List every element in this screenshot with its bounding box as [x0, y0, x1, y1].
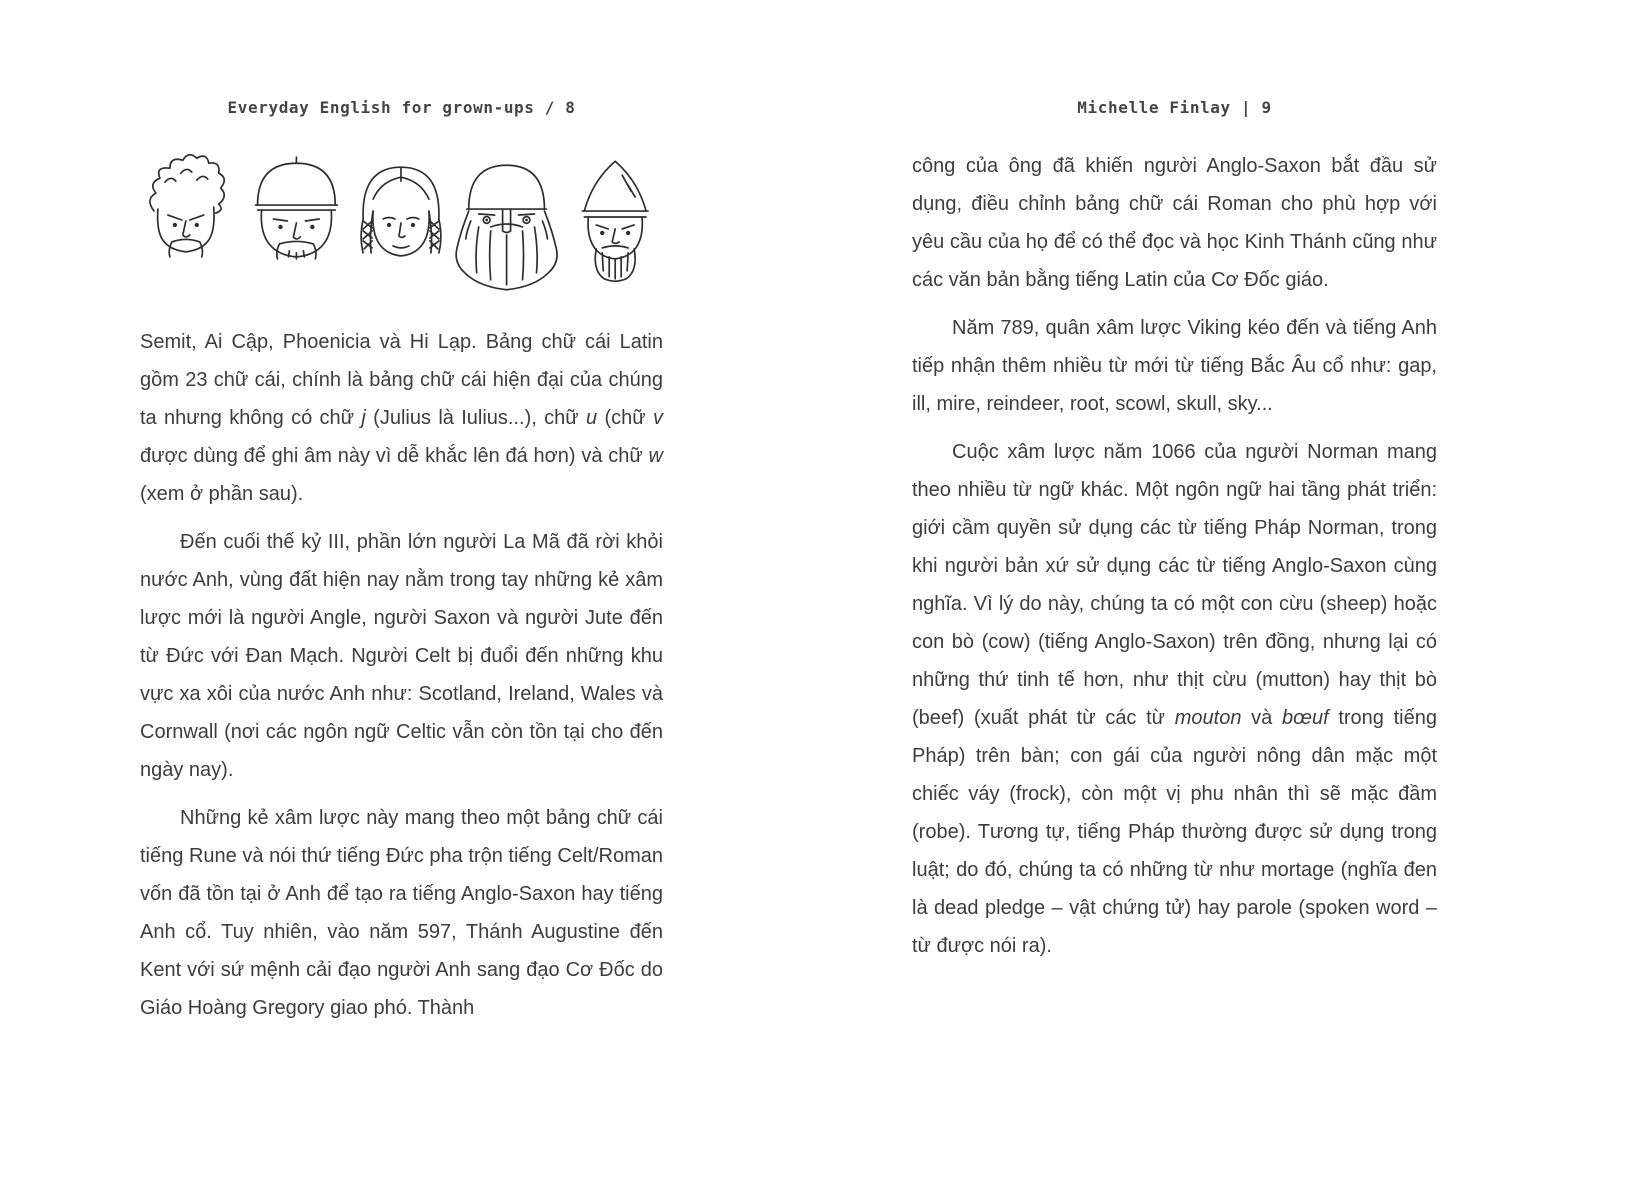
paragraph	[912, 433, 1437, 965]
text-run: được dùng để ghi âm này vì dễ khắc lên đá hơn) và chữ	[140, 445, 649, 467]
italic-text: u	[586, 407, 598, 429]
text-run: Năm 789, quân xâm lược Viking kéo đến và tiếng Anh tiếp nhận thêm nhiều từ mới từ tiếng Bắc Âu cổ như: gap, ill, mire, reindeer, root, scowl, skull, sky...	[912, 317, 1437, 415]
paragraph	[912, 309, 1437, 423]
text-run: trong tiếng Pháp) trên bàn; con gái của người nông dân mặc một chiếc váy (frock), còn một vị phu nhân thì sẽ mặc đầm (robe). Tương tự, tiếng Pháp thường được sử dụng trong luật; do đó, chúng ta có những từ như mortage (nghĩa đen là dead pledge – vật chứng tử) hay parole (spoken word – từ được nói ra).	[912, 707, 1437, 957]
italic-text: w	[648, 445, 663, 467]
face-woman-with-braids	[361, 167, 441, 256]
paragraph	[912, 147, 1437, 299]
right-page	[912, 98, 1437, 975]
text-run: (Julius là Iulius...), chữ	[365, 407, 586, 429]
paragraph	[140, 323, 663, 513]
text-run: Đến cuối thế kỷ III, phần lớn người La Mã đã rời khỏi nước Anh, vùng đất hiện nay nằm trong tay những kẻ xâm lược mới là người Angle, người Saxon và người Jute đến từ Đức với Đan Mạch. Người Celt bị đuổi đến những khu vực xa xôi của nước Anh như: Scotland, Ireland, Wales và Cornwall (nơi các ngôn ngữ Celtic vẫn còn tồn tại cho đến ngày nay).	[140, 531, 663, 781]
italic-text: bœuf	[1281, 707, 1329, 729]
paragraph	[140, 799, 663, 1027]
italic-text: v	[652, 407, 663, 429]
face-helmeted-saxon	[256, 157, 338, 259]
text-run: công của ông đã khiến người Anglo-Saxon bắt đầu sử dụng, điều chỉnh bảng chữ cái Roman cho phù hợp với yêu cầu của họ để có thể đọc và học Kinh Thánh cũng như các văn bản bằng tiếng Latin của Cơ Đốc giáo.	[912, 155, 1437, 291]
running-head-left: Everyday English for grown-ups / 8	[227, 98, 576, 117]
text-run: Cuộc xâm lược năm 1066 của người Norman mang theo nhiều từ ngữ khác. Một ngôn ngữ hai tầng phát triển: giới cầm quyền sử dụng các từ tiếng Pháp Norman, trong khi người bản xứ sử dụng các từ tiếng Anglo-Saxon cùng nghĩa. Vì lý do này, chúng ta có một con cừu (sheep) hoặc con bò (cow) (tiếng Anglo-Saxon) trên đồng, nhưng lại có những thứ tinh tế hơn, như thịt cừu (mutton) hay thịt bò (beef) (xuất phát từ các từ	[912, 441, 1437, 729]
left-page-body	[140, 323, 663, 1027]
right-page-body	[912, 147, 1437, 965]
text-run: (chữ	[597, 407, 653, 429]
face-curly-haired-man	[150, 155, 224, 257]
italic-text: mouton	[1174, 707, 1242, 729]
italic-text: j	[361, 407, 366, 429]
text-run: (xem ở phần sau).	[140, 483, 304, 505]
text-run: Những kẻ xâm lược này mang theo một bảng chữ cái tiếng Rune và nói thứ tiếng Đức pha trộn tiếng Celt/Roman vốn đã tồn tại ở Anh để tạo ra tiếng Anglo-Saxon hay tiếng Anh cổ. Tuy nhiên, vào năm 597, Thánh Augustine đến Kent với sứ mệnh cải đạo người Anh sang đạo Cơ Đốc do Giáo Hoàng Gregory giao phó. Thành	[140, 807, 663, 1019]
running-head-right: Michelle Finlay | 9	[1077, 98, 1272, 117]
face-conical-helmet-warrior	[582, 161, 648, 281]
face-viking-long-beard	[456, 165, 557, 290]
five-faces-drawing	[140, 147, 663, 297]
faces-illustration	[140, 147, 663, 297]
left-page	[140, 98, 663, 1037]
paragraph	[140, 523, 663, 789]
text-run: Semit, Ai Cập, Phoenicia và Hi Lạp. Bảng chữ cái Latin gồm 23 chữ cái, chính là bảng chữ cái hiện đại của chúng ta nhưng không có chữ	[140, 331, 663, 429]
text-run: và	[1241, 707, 1282, 729]
